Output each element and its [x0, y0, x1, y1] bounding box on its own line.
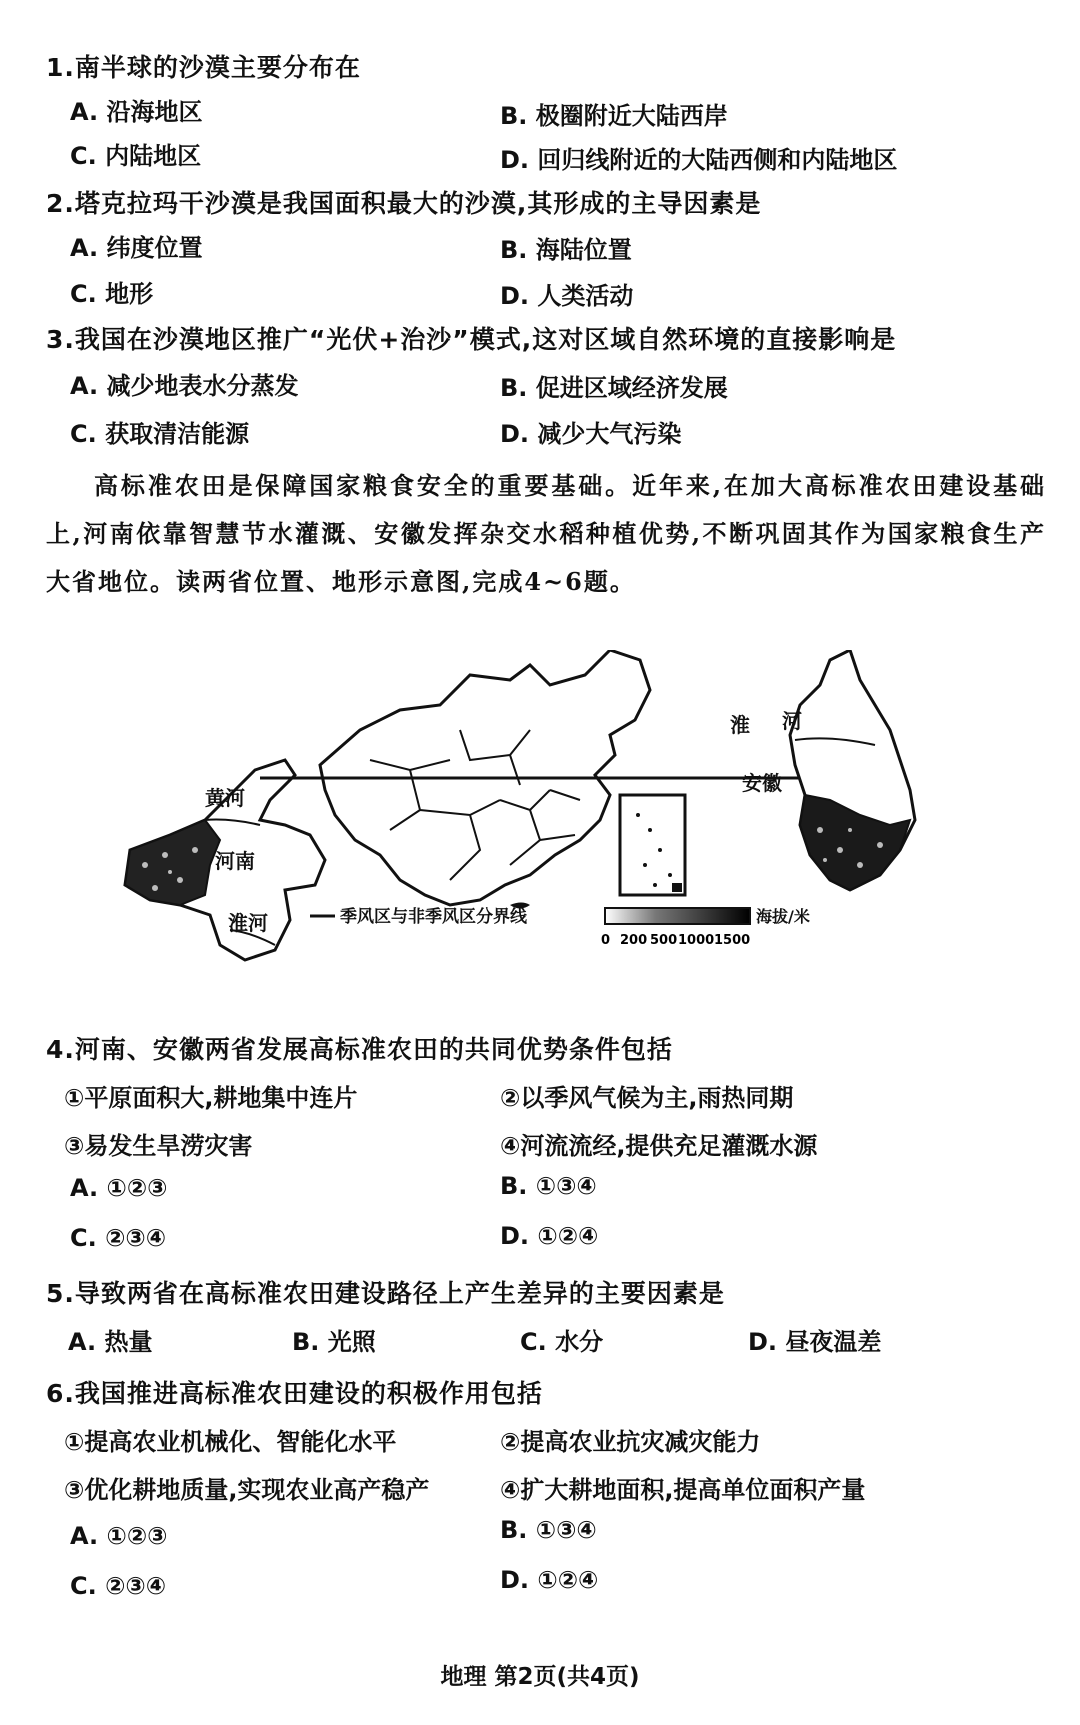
label-anhui: 安徽 [742, 771, 782, 795]
label-huaihe-left: 淮河 [228, 911, 268, 935]
q1-option-d[interactable]: D. 回归线附近的大陆西侧和内陆地区 [500, 146, 898, 174]
q1-option-c[interactable]: C. 内陆地区 [70, 142, 202, 170]
q4-statement-4: ④河流流经,提供充足灌溉水源 [500, 1132, 818, 1160]
label-henan: 河南 [215, 849, 255, 873]
q6-statement-3: ③优化耕地质量,实现农业高产稳产 [64, 1476, 430, 1504]
q2-option-c[interactable]: C. 地形 [70, 280, 154, 308]
page-footer: 地理 第2页(共4页) [440, 1664, 640, 1690]
q3-option-c[interactable]: C. 获取清洁能源 [70, 420, 250, 448]
q4-option-c[interactable]: C. ②③④ [70, 1224, 167, 1252]
anhui-province-map [790, 650, 915, 890]
q6-option-d[interactable]: D. ①②④ [500, 1566, 599, 1594]
map-legend [310, 906, 810, 948]
label-huaihe-right-1: 淮 [730, 713, 750, 737]
q2-option-d[interactable]: D. 人类活动 [500, 282, 634, 310]
q6-option-c[interactable]: C. ②③④ [70, 1572, 167, 1600]
q5-option-c[interactable]: C. 水分 [520, 1328, 604, 1356]
q4-option-d[interactable]: D. ①②④ [500, 1222, 599, 1250]
legend-tick-0: 0 [601, 933, 611, 948]
question-3-stem: 3.我国在沙漠地区推广“光伏+治沙”模式,这对区域自然环境的直接影响是 [46, 325, 897, 354]
legend-tick-500: 500 [650, 933, 678, 948]
province-location-terrain-map [110, 650, 970, 1030]
q4-statement-1: ①平原面积大,耕地集中连片 [64, 1084, 358, 1112]
q3-option-d[interactable]: D. 减少大气污染 [500, 420, 682, 448]
q5-option-d[interactable]: D. 昼夜温差 [748, 1328, 882, 1356]
q1-option-b[interactable]: B. 极圈附近大陆西岸 [500, 102, 728, 130]
question-4-stem: 4.河南、安徽两省发展高标准农田的共同优势条件包括 [46, 1035, 673, 1064]
legend-elevation-unit: 海拔/米 [756, 907, 810, 926]
q6-option-b[interactable]: B. ①③④ [500, 1516, 597, 1544]
q4-statement-3: ③易发生旱涝灾害 [64, 1132, 253, 1160]
q6-option-a[interactable]: A. ①②③ [70, 1522, 168, 1550]
question-1-stem: 1.南半球的沙漠主要分布在 [46, 53, 361, 82]
q2-option-b[interactable]: B. 海陆位置 [500, 236, 632, 264]
elevation-scale-bar [605, 908, 750, 924]
q6-statement-4: ④扩大耕地面积,提高单位面积产量 [500, 1476, 866, 1504]
legend-boundary-label: 季风区与非季风区分界线 [340, 907, 527, 927]
q6-statement-2: ②提高农业抗灾减灾能力 [500, 1428, 761, 1456]
q2-option-a[interactable]: A. 纬度位置 [70, 234, 203, 262]
q1-option-a[interactable]: A. 沿海地区 [70, 98, 203, 126]
q5-option-b[interactable]: B. 光照 [292, 1328, 376, 1356]
reading-passage: 高标准农田是保障国家粮食安全的重要基础。近年来,在加大高标准农田建设基础上,河南依靠智慧节水灌溉、安徽发挥杂交水稻种植优势,不断巩固其作为国家粮食生产大省地位。读两省位置、地形示意图,完成4~6题。 [46, 471, 1046, 596]
legend-tick-1000: 1000 [678, 933, 715, 948]
q4-option-a[interactable]: A. ①②③ [70, 1174, 168, 1202]
legend-tick-1500: 1500 [714, 933, 751, 948]
question-5-stem: 5.导致两省在高标准农田建设路径上产生差异的主要因素是 [46, 1279, 725, 1308]
q5-option-a[interactable]: A. 热量 [68, 1328, 153, 1356]
question-6-stem: 6.我国推进高标准农田建设的积极作用包括 [46, 1379, 543, 1408]
label-huaihe-right-2: 河 [782, 709, 802, 733]
q3-option-a[interactable]: A. 减少地表水分蒸发 [70, 372, 299, 400]
question-2-stem: 2.塔克拉玛干沙漠是我国面积最大的沙漠,其形成的主导因素是 [46, 189, 762, 218]
q4-statement-2: ②以季风气候为主,雨热同期 [500, 1084, 794, 1112]
label-huanghe: 黄河 [205, 786, 245, 810]
south-china-sea-inset [620, 795, 685, 895]
q3-option-b[interactable]: B. 促进区域经济发展 [500, 374, 728, 402]
q6-statement-1: ①提高农业机械化、智能化水平 [64, 1428, 397, 1456]
legend-tick-200: 200 [620, 933, 648, 948]
q4-option-b[interactable]: B. ①③④ [500, 1172, 597, 1200]
